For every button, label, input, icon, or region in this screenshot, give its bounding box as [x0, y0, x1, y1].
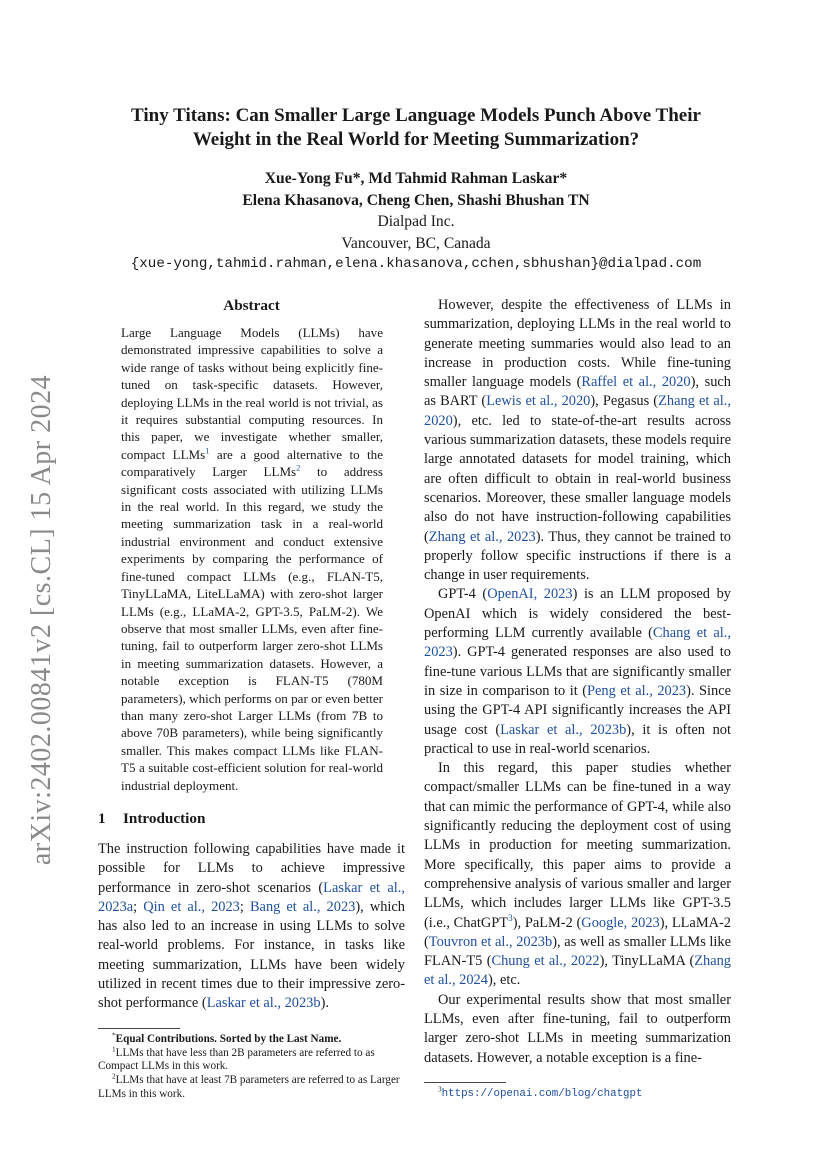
body-text: ), such as BART ( [424, 374, 731, 410]
location: Vancouver, BC, Canada [341, 234, 491, 252]
footnote-mark: * [112, 1030, 116, 1039]
body-text: ). [320, 995, 329, 1012]
citation-link[interactable]: Chang et al., 2023 [424, 625, 732, 661]
footnote-3 [424, 1087, 731, 1102]
left-column [98, 296, 405, 1102]
footnote-mark: 3 [438, 1085, 442, 1094]
footnote-equal-contribution [98, 1030, 405, 1047]
body-text: ), LLaMA-2 ( [424, 914, 731, 950]
citation-link[interactable]: Raffel et al., 2020 [581, 374, 691, 391]
body-text: ), Pegasus ( [590, 393, 659, 410]
chatgpt-url-link[interactable]: https://openai.com/blog/chatgpt [441, 1087, 643, 1100]
citation-link[interactable]: Zhang et al., 2020 [424, 393, 731, 429]
section-number: 1 [98, 809, 106, 827]
body-text: ). Thus, they cannot be trained to properly follow specific instructions if there is a change in user requirements. [424, 528, 731, 584]
body-text: The instruction following capabilities have made it possible for LLMs to achieve impressive performance in zero-shot scenarios ( [98, 840, 405, 896]
title-line-1: Tiny Titans: Can Smaller Large Language Models Punch Above Their [131, 105, 701, 126]
citation-link[interactable]: Laskar et al., 2023a [98, 879, 405, 915]
body-text: ) is an LLM proposed by OpenAI which is widely considered the best-performing LLM currently available ( [424, 586, 731, 642]
citation-link[interactable]: Zhang et al., 2023 [428, 528, 536, 545]
body-text: ). Since using the GPT-4 API significantly increases the API usage cost ( [424, 682, 731, 738]
citation-link[interactable]: Lewis et al., 2020 [486, 393, 591, 410]
body-text: ), TinyLLaMA ( [599, 953, 695, 970]
authors-line-1: Xue-Yong Fu*, Md Tahmid Rahman Laskar* [264, 170, 568, 187]
body-text: ), it is often not practical to use in real-world scenarios. [424, 721, 731, 757]
arxiv-identifier-watermark [22, 374, 62, 866]
citation-link[interactable]: Touvron et al., 2023b [428, 933, 553, 950]
footnote-divider [98, 1028, 180, 1029]
footnote-text: LLMs that have less than 2B parameters are referred to as Compact LLMs in this work. [98, 1046, 375, 1073]
right-paragraph-4 [424, 991, 731, 1068]
footnote-text: LLMs that have at least 7B parameters are referred to as Larger LLMs in this work. [98, 1074, 400, 1101]
paper-title [100, 104, 732, 152]
footnote-divider [424, 1082, 506, 1083]
right-paragraph-3 [424, 759, 731, 991]
author-emails: {xue-yong,tahmid.rahman,elena.khasanova,cchen,sbhushan}@dialpad.com [130, 256, 702, 272]
footnote-2 [98, 1074, 405, 1102]
body-text: ), as well as smaller LLMs like FLAN-T5 ( [424, 933, 732, 970]
abstract-text-part: are a good alternative to the comparatively Larger LLMs [121, 446, 383, 480]
abstract-heading: Abstract [223, 297, 280, 314]
authors-line-2: Elena Khasanova, Cheng Chen, Shashi Bhushan TN [242, 191, 590, 209]
abstract-text-part: Large Language Models (LLMs) have demonstrated impressive capabilities to solve a wide range of tasks without being explicitly fine-tuned on task-specific datasets. However, deploying LLMs in the real world is not trivial, as it requires substantial computing resources. In this paper, we investigate whether smaller, compact LLMs [121, 325, 383, 462]
right-column [424, 296, 731, 1102]
footnote-ref-3[interactable]: 3 [508, 913, 513, 924]
citation-link[interactable]: Google, 2023 [581, 914, 660, 931]
body-text: In this regard, this paper studies whether compact/smaller LLMs can be fine-tuned in a way that can mimic the performance of GPT-4, while also significantly reducing the deployment cost of using LLMs in production for meeting summarization. More specifically, this paper aims to provide a comprehensive analysis of various smaller and larger LLMs, which includes larger LLMs like GPT-3.5 (i.e., ChatGPT [424, 760, 731, 931]
citation-link[interactable]: Chung et al., 2022 [491, 953, 600, 970]
citation-link[interactable]: Bang et al., 2023 [249, 898, 356, 915]
footnote-mark: 1 [112, 1044, 116, 1053]
author-block [100, 168, 732, 276]
body-text: However, despite the effectiveness of LLMs in summarization, deploying LLMs in the real world to generate meeting summaries would also lead to an increase in production costs. While fine-tuning smaller language models ( [424, 297, 731, 391]
body-text: Our experimental results show that most smaller LLMs, even after fine-tuning, fail to outperform larger zero-shot LLMs in meeting summarization datasets. However, a notable exception is a fine- [424, 991, 731, 1066]
body-text: ; [133, 898, 144, 915]
footnote-1 [98, 1044, 405, 1075]
body-text: ), etc. [487, 972, 521, 989]
citation-link[interactable]: Laskar et al., 2023b [500, 721, 627, 738]
body-text: ), PaLM-2 ( [512, 914, 582, 931]
citation-link[interactable]: Zhang et al., 2024 [424, 953, 731, 989]
body-text: ), etc. led to state-of-the-art results across various summarization datasets, these models require large annotated datasets for model training, which are often difficult to obtain in real-world business scenarios. Moreover, these smaller language models also do not have instruction-following capabilities ( [424, 412, 731, 545]
footnote-ref-1[interactable]: 1 [205, 445, 210, 456]
body-text: GPT-4 ( [438, 586, 488, 603]
body-text: ). GPT-4 generated responses are also used to fine-tune various LLMs that are significantly smaller in size in comparison to it ( [424, 644, 731, 699]
citation-link[interactable]: Qin et al., 2023 [143, 898, 240, 915]
footnote-text: Equal Contributions. Sorted by the Last Name. [115, 1032, 342, 1045]
body-text: ; [239, 898, 250, 915]
abstract-text-part: to address significant costs associated with utilizing LLMs in the real world. In this regard, we study the meeting summarization task in a real-world industrial environment and conduct extensive experiments by comparing the performance of fine-tuned compact LLMs (e.g., FLAN-T5, TinyLLaMA, LiteLLaMA) with zero-shot larger LLMs (e.g., LLaMA-2, GPT-3.5, PaLM-2). We observe that most smaller LLMs, even after fine-tuning, fail to outperform larger zero-shot LLMs in meeting summarization datasets. However, a notable exception is FLAN-T5 (780M parameters), which performs on par or even better than many zero-shot Larger LLMs (from 7B to above 70B parameters), while being significantly smaller. This makes compact LLMs like FLAN-T5 a suitable cost-efficient solution for real-world industrial deployment. [121, 464, 383, 793]
citation-link[interactable]: OpenAI, 2023 [487, 586, 573, 603]
body-text: ), which has also led to an increase in using LLMs to solve real-world problems. For instance, in tasks like meeting summarization, LLMs have been widely utilized in recent times due to their impressive zero-shot performance ( [98, 898, 405, 1012]
footnote-ref-2[interactable]: 2 [296, 462, 301, 473]
abstract-text [121, 324, 383, 794]
section-heading-introduction [98, 809, 405, 829]
arxiv-identifier-text: arXiv:2402.00841v2 [cs.CL] 15 Apr 2024 [26, 374, 58, 866]
intro-paragraph-1 [98, 840, 405, 1014]
right-paragraph-2 [424, 585, 731, 759]
title-line-2: Weight in the Real World for Meeting Summarization? [192, 129, 640, 150]
right-paragraph-1 [424, 296, 731, 585]
affiliation: Dialpad Inc. [377, 213, 455, 230]
citation-link[interactable]: Laskar et al., 2023b [206, 995, 321, 1012]
section-title: Introduction [123, 809, 206, 827]
footnote-mark: 2 [112, 1072, 116, 1081]
citation-link[interactable]: Peng et al., 2023 [587, 682, 687, 699]
